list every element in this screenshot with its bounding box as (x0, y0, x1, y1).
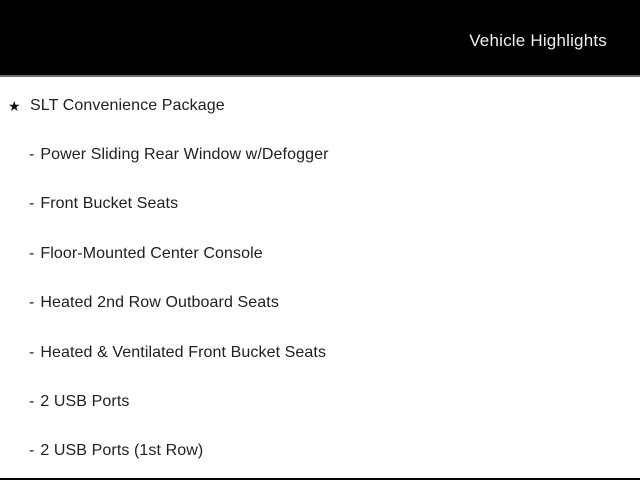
feature-item (0, 427, 640, 476)
feature-label: Power Sliding Rear Window w/Defogger (40, 146, 329, 164)
feature-label: 2 USB Ports (40, 393, 130, 411)
feature-label: Front Bucket Seats (40, 195, 179, 213)
dash-bullet: - (29, 244, 35, 262)
feature-label: Floor-Mounted Center Console (40, 244, 263, 262)
feature-item (0, 130, 640, 179)
dash-bullet: - (29, 442, 35, 460)
feature-label: Heated & Ventilated Front Bucket Seats (40, 343, 327, 361)
feature-item (0, 229, 640, 278)
header-bar (0, 0, 640, 77)
star-icon: ★ (8, 97, 21, 114)
feature-label: SLT Convenience Package (30, 96, 225, 114)
dash-bullet: - (29, 146, 35, 164)
feature-item-package (0, 81, 640, 130)
dash-bullet: - (29, 343, 35, 361)
page-title: Vehicle Highlights (469, 31, 607, 50)
feature-label: 2 USB Ports (1st Row) (40, 442, 204, 460)
feature-item (0, 279, 640, 328)
feature-label: Heated 2nd Row Outboard Seats (40, 294, 279, 312)
feature-item (0, 328, 640, 377)
dash-bullet: - (29, 393, 35, 411)
dash-bullet: - (29, 195, 35, 213)
feature-item (0, 377, 640, 426)
dash-bullet: - (29, 294, 35, 312)
feature-item (0, 180, 640, 229)
feature-list (0, 77, 640, 476)
